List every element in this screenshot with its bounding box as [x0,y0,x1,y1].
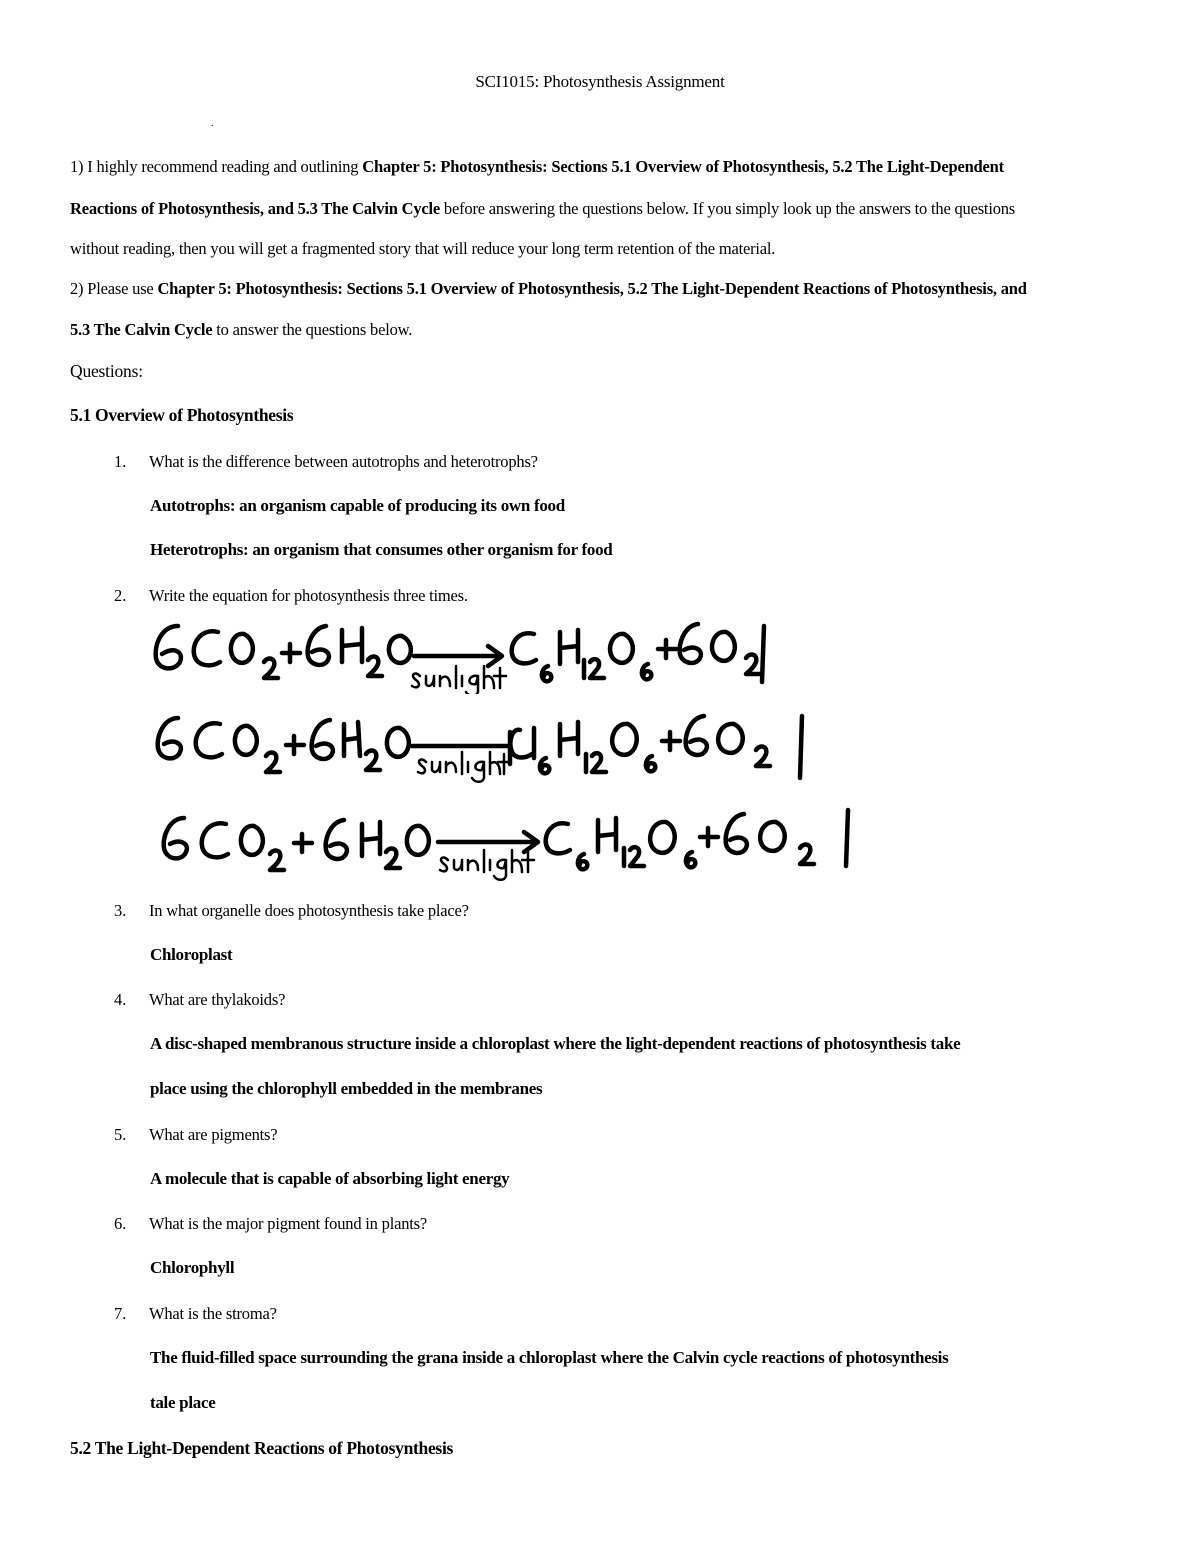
question-number: 2. [114,586,127,605]
questions-label: Questions: [70,361,143,381]
answer-text: Autotrophs: an organism capable of producing its own food [150,496,565,515]
answer-text: The fluid-filled space surrounding the grana inside a chloroplast where the Calvin cycle reactions of photosynthesis [150,1348,949,1367]
intro-p2-text2: to answer the questions below. [212,320,413,339]
question-number: 7. [114,1304,127,1323]
handwritten-equation [148,796,868,882]
intro-p2-text: 2) Please use [70,279,158,298]
handwritten-equation [148,612,788,694]
question-text: What is the stroma? [149,1304,277,1323]
answer-text: place using the chlorophyll embedded in the membranes [150,1079,543,1098]
question-text: In what organelle does photosynthesis take place? [149,901,469,920]
answer-text: Heterotrophs: an organism that consumes other organism for food [150,540,613,559]
intro-p1-text: 1) I highly recommend reading and outlining [70,157,363,176]
question-text: What is the difference between autotrophs and heterotrophs? [149,452,538,471]
intro-p2-bold-calvin: 5.3 The Calvin Cycle [70,320,213,339]
question-number: 5. [114,1125,127,1144]
question-number: 3. [114,901,127,920]
question-text: What are thylakoids? [149,990,286,1009]
intro-p1-bold-chapters: Chapter 5: Photosynthesis: Sections 5.1 Overview of Photosynthesis, 5.2 The Light-Dependent [362,157,1004,176]
question-number: 6. [114,1214,127,1233]
intro-p1-line1 [70,157,1004,177]
answer-text: A molecule that is capable of absorbing light energy [150,1169,510,1188]
handwritten-equation [148,702,828,788]
stray-dot: . [211,118,214,129]
question-text: What is the major pigment found in plants? [149,1214,427,1233]
intro-p1-line2 [70,199,1015,219]
question-text: What are pigments? [149,1125,278,1144]
intro-p2-line2 [70,320,412,340]
question-number: 4. [114,990,127,1009]
question-number: 1. [114,452,127,471]
intro-p1-bold-calvin: Reactions of Photosynthesis, and 5.3 The Calvin Cycle [70,199,440,218]
answer-text: tale place [150,1393,216,1412]
intro-p1-text2: before answering the questions below. If you simply look up the answers to the questions [440,199,1016,218]
intro-p2-bold-chapters: Chapter 5: Photosynthesis: Sections 5.1 Overview of Photosynthesis, 5.2 The Light-Dependent Reactions of Photosynthesis, and [157,279,1027,298]
section-heading-5-2: 5.2 The Light-Dependent Reactions of Photosynthesis [70,1438,454,1458]
document-title: SCI1015: Photosynthesis Assignment [475,72,725,91]
answer-text: Chlorophyll [150,1258,235,1277]
answer-text: A disc-shaped membranous structure inside a chloroplast where the light-dependent reactions of photosynthesis take [150,1034,961,1053]
section-heading-5-1: 5.1 Overview of Photosynthesis [70,405,294,425]
intro-p2-line1 [70,279,1027,299]
intro-p1-line3: without reading, then you will get a fragmented story that will reduce your long term retention of the material. [70,239,776,258]
answer-text: Chloroplast [150,945,233,964]
question-text: Write the equation for photosynthesis three times. [149,586,468,605]
